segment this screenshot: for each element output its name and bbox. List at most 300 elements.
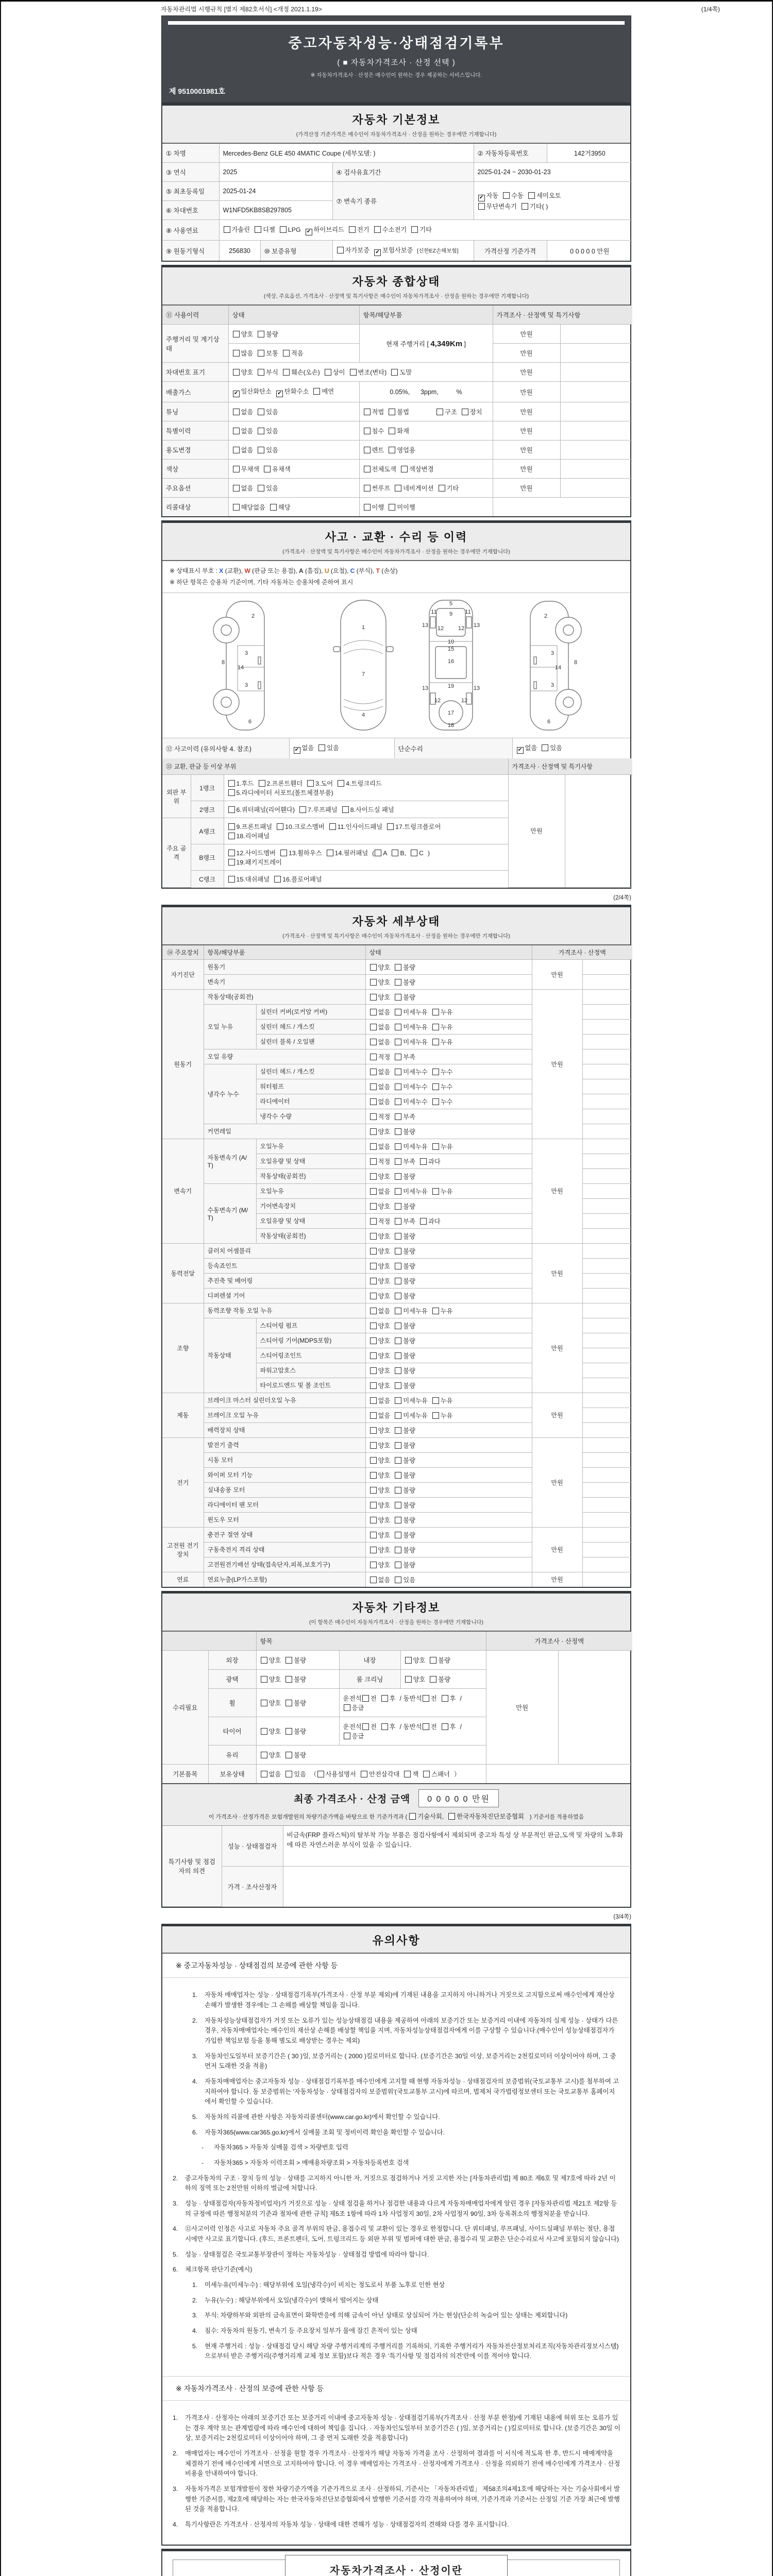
checkbox-option[interactable]	[388, 426, 409, 435]
checkbox-icon[interactable]: ✔	[294, 747, 300, 754]
checkbox-icon[interactable]	[389, 447, 395, 453]
checkbox-icon[interactable]	[395, 1323, 401, 1329]
checkbox-icon[interactable]	[342, 806, 349, 813]
checkbox-icon[interactable]	[370, 1054, 377, 1060]
checkbox-icon[interactable]	[395, 1532, 401, 1538]
checkbox-option[interactable]	[438, 483, 459, 493]
checkbox-option[interactable]	[263, 464, 291, 473]
checkbox-option[interactable]	[394, 1575, 415, 1584]
checkbox-option[interactable]	[394, 1470, 415, 1480]
checkbox-option[interactable]	[285, 1674, 306, 1684]
checkbox-icon[interactable]	[432, 1412, 439, 1419]
checkbox-option[interactable]	[232, 386, 272, 397]
checkbox-option[interactable]	[223, 225, 250, 234]
checkbox-option[interactable]	[432, 1396, 453, 1405]
checkbox-option[interactable]	[394, 1216, 415, 1226]
checkbox-option[interactable]	[228, 857, 282, 867]
checkbox-icon[interactable]	[395, 1382, 401, 1389]
checkbox-icon[interactable]	[448, 1813, 455, 1820]
checkbox-icon[interactable]	[370, 1517, 377, 1523]
checkbox-icon[interactable]	[395, 1547, 401, 1553]
checkbox-icon[interactable]	[338, 780, 344, 787]
checkbox-icon[interactable]	[258, 428, 264, 434]
checkbox-icon[interactable]	[395, 1098, 401, 1105]
checkbox-option[interactable]	[257, 445, 278, 454]
checkbox-option[interactable]	[369, 1411, 391, 1420]
checkbox-icon[interactable]	[228, 833, 235, 839]
checkbox-icon[interactable]	[478, 203, 485, 210]
checkbox-icon[interactable]	[370, 1457, 377, 1464]
checkbox-icon[interactable]	[258, 447, 264, 453]
checkbox-option[interactable]	[293, 743, 314, 754]
checkbox-icon[interactable]	[329, 823, 336, 830]
checkbox-icon[interactable]	[432, 1188, 439, 1195]
checkbox-option[interactable]	[374, 850, 387, 857]
checkbox-icon[interactable]	[370, 1263, 377, 1269]
checkbox-option[interactable]	[232, 464, 260, 473]
checkbox-icon[interactable]	[432, 1039, 439, 1045]
checkbox-option[interactable]	[394, 1366, 415, 1375]
checkbox-option[interactable]	[324, 367, 345, 377]
checkbox-icon[interactable]	[411, 226, 418, 233]
checkbox-icon[interactable]	[370, 1173, 377, 1180]
checkbox-option[interactable]	[374, 245, 413, 256]
checkbox-option[interactable]	[388, 445, 415, 454]
checkbox-option[interactable]	[394, 1127, 415, 1136]
checkbox-option[interactable]	[394, 1022, 428, 1031]
checkbox-icon[interactable]	[233, 466, 240, 472]
checkbox-icon[interactable]	[370, 1039, 377, 1045]
checkbox-icon[interactable]	[375, 850, 381, 856]
checkbox-icon[interactable]	[261, 1728, 267, 1735]
checkbox-icon[interactable]	[285, 1657, 292, 1664]
checkbox-icon[interactable]	[374, 226, 381, 233]
checkbox-icon[interactable]	[233, 331, 240, 337]
checkbox-icon[interactable]	[430, 1676, 436, 1683]
checkbox-option[interactable]	[369, 1396, 391, 1405]
checkbox-icon[interactable]: ✔	[517, 747, 524, 754]
checkbox-icon[interactable]	[285, 1771, 292, 1777]
checkbox-option[interactable]	[410, 850, 424, 857]
checkbox-option[interactable]	[299, 805, 338, 814]
checkbox-icon[interactable]	[395, 1337, 401, 1344]
checkbox-option[interactable]	[528, 191, 561, 200]
checkbox-option[interactable]	[369, 1485, 391, 1495]
checkbox-icon[interactable]	[285, 1752, 292, 1758]
checkbox-icon[interactable]	[283, 369, 290, 376]
checkbox-icon[interactable]	[337, 247, 344, 253]
checkbox-icon[interactable]	[395, 1308, 401, 1314]
checkbox-icon[interactable]	[395, 1457, 401, 1464]
checkbox-option[interactable]	[394, 1037, 428, 1046]
checkbox-option[interactable]	[502, 191, 524, 200]
checkbox-option[interactable]	[228, 874, 270, 884]
checkbox-icon[interactable]	[370, 1397, 377, 1404]
checkbox-icon[interactable]	[395, 1278, 401, 1284]
checkbox-option[interactable]	[541, 743, 562, 752]
checkbox-icon[interactable]	[395, 1442, 401, 1449]
checkbox-option[interactable]	[282, 348, 304, 358]
checkbox-icon[interactable]: ✔	[233, 391, 240, 397]
checkbox-icon[interactable]	[542, 744, 548, 751]
checkbox-option[interactable]	[318, 743, 339, 752]
checkbox-icon[interactable]	[370, 1472, 377, 1479]
checkbox-option[interactable]	[369, 1201, 391, 1211]
checkbox-option[interactable]	[260, 1674, 281, 1684]
checkbox-option[interactable]	[381, 1693, 396, 1703]
checkbox-icon[interactable]	[381, 1723, 388, 1730]
checkbox-option[interactable]	[422, 1693, 437, 1703]
checkbox-icon[interactable]	[261, 1676, 267, 1683]
checkbox-option[interactable]	[369, 1545, 391, 1554]
checkbox-icon[interactable]	[522, 203, 528, 210]
checkbox-option[interactable]	[394, 1231, 415, 1241]
checkbox-icon[interactable]	[364, 428, 371, 434]
checkbox-icon[interactable]	[370, 1218, 377, 1225]
checkbox-icon[interactable]	[370, 1024, 377, 1030]
checkbox-option[interactable]	[260, 1769, 281, 1778]
checkbox-icon[interactable]	[362, 1695, 369, 1702]
checkbox-icon[interactable]	[401, 466, 408, 472]
checkbox-icon[interactable]	[228, 806, 235, 813]
checkbox-icon[interactable]	[233, 447, 240, 453]
checkbox-icon[interactable]	[258, 485, 264, 492]
checkbox-option[interactable]	[270, 502, 291, 512]
checkbox-option[interactable]	[260, 1655, 281, 1665]
checkbox-icon[interactable]	[370, 1293, 377, 1299]
checkbox-option[interactable]	[313, 386, 334, 396]
checkbox-option[interactable]	[363, 502, 384, 512]
checkbox-option[interactable]	[260, 1698, 281, 1707]
checkbox-icon[interactable]	[389, 504, 395, 511]
checkbox-option[interactable]	[369, 1321, 391, 1330]
checkbox-option[interactable]	[329, 822, 382, 831]
checkbox-option[interactable]	[394, 1530, 415, 1539]
checkbox-icon[interactable]	[228, 859, 235, 866]
checkbox-icon[interactable]	[395, 994, 401, 1001]
checkbox-option[interactable]	[394, 1291, 415, 1300]
checkbox-icon[interactable]	[420, 1218, 427, 1225]
checkbox-icon[interactable]	[228, 876, 235, 883]
checkbox-option[interactable]	[404, 1769, 418, 1778]
checkbox-icon[interactable]	[361, 1771, 367, 1777]
checkbox-option[interactable]	[394, 1381, 415, 1390]
checkbox-option[interactable]	[369, 1500, 391, 1510]
checkbox-option[interactable]	[394, 1560, 415, 1569]
checkbox-icon[interactable]	[370, 1337, 377, 1344]
checkbox-icon[interactable]	[233, 504, 240, 511]
checkbox-icon[interactable]	[277, 823, 283, 830]
checkbox-option[interactable]	[409, 1811, 444, 1821]
checkbox-icon[interactable]	[283, 350, 290, 357]
checkbox-icon[interactable]	[370, 1069, 377, 1075]
checkbox-icon[interactable]	[370, 1278, 377, 1284]
checkbox-icon[interactable]	[233, 428, 240, 434]
checkbox-option[interactable]	[232, 502, 266, 512]
checkbox-option[interactable]	[441, 1693, 456, 1703]
checkbox-icon[interactable]	[395, 1412, 401, 1419]
checkbox-option[interactable]	[257, 483, 278, 493]
checkbox-option[interactable]	[326, 848, 368, 857]
checkbox-option[interactable]	[516, 743, 537, 754]
checkbox-icon[interactable]	[395, 1054, 401, 1060]
checkbox-option[interactable]	[228, 822, 273, 831]
checkbox-icon[interactable]	[392, 850, 398, 856]
checkbox-icon[interactable]	[395, 1203, 401, 1210]
checkbox-option[interactable]	[391, 850, 406, 857]
checkbox-option[interactable]	[394, 1097, 428, 1106]
checkbox-option[interactable]	[388, 502, 415, 512]
checkbox-option[interactable]	[432, 1411, 453, 1420]
checkbox-icon[interactable]	[299, 806, 306, 813]
checkbox-icon[interactable]	[432, 1009, 439, 1015]
checkbox-option[interactable]	[394, 1246, 415, 1256]
checkbox-option[interactable]	[394, 962, 415, 972]
checkbox-option[interactable]	[258, 778, 303, 788]
checkbox-option[interactable]	[394, 1201, 415, 1211]
checkbox-option[interactable]	[274, 874, 322, 884]
checkbox-icon[interactable]	[370, 1188, 377, 1195]
checkbox-icon[interactable]	[370, 1128, 377, 1135]
checkbox-icon[interactable]	[370, 1233, 377, 1240]
checkbox-option[interactable]	[432, 1007, 453, 1016]
checkbox-option[interactable]	[369, 1440, 391, 1450]
checkbox-icon[interactable]	[362, 1723, 369, 1730]
checkbox-icon[interactable]	[364, 485, 371, 492]
checkbox-icon[interactable]	[395, 1248, 401, 1255]
checkbox-icon[interactable]	[370, 1158, 377, 1165]
checkbox-option[interactable]	[394, 1007, 428, 1016]
checkbox-option[interactable]	[369, 1276, 391, 1285]
checkbox-icon[interactable]	[432, 1083, 439, 1090]
checkbox-option[interactable]	[394, 1157, 415, 1166]
checkbox-icon[interactable]	[432, 1098, 439, 1105]
checkbox-icon[interactable]	[370, 1203, 377, 1210]
checkbox-option[interactable]	[232, 445, 254, 454]
checkbox-option[interactable]	[461, 407, 482, 416]
checkbox-option[interactable]	[369, 1455, 391, 1465]
checkbox-icon[interactable]	[420, 1158, 427, 1165]
checkbox-icon[interactable]	[370, 1009, 377, 1015]
checkbox-icon[interactable]	[395, 1293, 401, 1299]
checkbox-option[interactable]	[394, 1351, 415, 1360]
checkbox-icon[interactable]	[395, 1218, 401, 1225]
checkbox-icon[interactable]	[395, 1472, 401, 1479]
checkbox-icon[interactable]	[274, 876, 281, 883]
checkbox-option[interactable]	[363, 464, 397, 473]
checkbox-icon[interactable]	[395, 1173, 401, 1180]
checkbox-option[interactable]	[369, 1097, 391, 1106]
checkbox-option[interactable]	[381, 1722, 396, 1731]
checkbox-option[interactable]	[369, 1426, 391, 1435]
checkbox-icon[interactable]	[258, 350, 264, 357]
checkbox-option[interactable]	[260, 1726, 281, 1736]
checkbox-icon[interactable]	[228, 850, 235, 856]
checkbox-icon[interactable]	[350, 369, 357, 376]
checkbox-icon[interactable]	[395, 1024, 401, 1030]
checkbox-option[interactable]	[232, 407, 254, 416]
checkbox-option[interactable]	[394, 1067, 428, 1076]
checkbox-icon[interactable]	[395, 1562, 401, 1568]
checkbox-option[interactable]	[343, 1731, 364, 1740]
checkbox-option[interactable]	[363, 407, 384, 416]
checkbox-icon[interactable]	[285, 1676, 292, 1683]
checkbox-option[interactable]	[394, 1321, 415, 1330]
checkbox-icon[interactable]	[370, 1113, 377, 1120]
checkbox-icon[interactable]	[395, 485, 401, 492]
checkbox-option[interactable]	[232, 483, 254, 493]
checkbox-icon[interactable]	[261, 1700, 267, 1706]
checkbox-option[interactable]	[432, 1067, 453, 1076]
checkbox-option[interactable]	[369, 1291, 391, 1300]
checkbox-icon[interactable]	[395, 1039, 401, 1045]
checkbox-option[interactable]	[432, 1022, 453, 1031]
checkbox-icon[interactable]	[285, 1700, 292, 1706]
checkbox-icon[interactable]	[370, 1083, 377, 1090]
checkbox-option[interactable]	[394, 1052, 415, 1061]
checkbox-option[interactable]	[386, 822, 441, 831]
checkbox-option[interactable]	[400, 464, 434, 473]
checkbox-icon[interactable]	[430, 1657, 436, 1664]
checkbox-icon[interactable]	[370, 1352, 377, 1359]
checkbox-icon[interactable]	[432, 1024, 439, 1030]
checkbox-option[interactable]	[282, 367, 320, 377]
checkbox-icon[interactable]	[395, 1188, 401, 1195]
checkbox-option[interactable]	[280, 848, 322, 857]
checkbox-icon[interactable]: ✔	[478, 195, 485, 201]
checkbox-option[interactable]	[394, 1172, 415, 1181]
checkbox-icon[interactable]	[442, 1723, 448, 1730]
checkbox-option[interactable]	[394, 992, 415, 1002]
checkbox-option[interactable]	[369, 1082, 391, 1091]
checkbox-option[interactable]	[369, 1187, 391, 1196]
checkbox-option[interactable]	[257, 367, 278, 377]
checkbox-option[interactable]	[388, 407, 409, 416]
checkbox-option[interactable]	[432, 1306, 453, 1315]
checkbox-option[interactable]	[228, 848, 276, 857]
checkbox-icon[interactable]	[395, 1577, 401, 1583]
checkbox-icon[interactable]	[432, 1397, 439, 1404]
checkbox-option[interactable]	[394, 1082, 428, 1091]
checkbox-option[interactable]	[363, 426, 384, 435]
checkbox-icon[interactable]: ✔	[374, 249, 381, 256]
checkbox-option[interactable]	[279, 226, 301, 233]
checkbox-icon[interactable]	[395, 1143, 401, 1150]
checkbox-icon[interactable]	[228, 823, 235, 830]
checkbox-option[interactable]	[369, 1381, 391, 1390]
checkbox-option[interactable]	[260, 1750, 281, 1759]
checkbox-option[interactable]	[436, 407, 457, 416]
checkbox-option[interactable]	[343, 1703, 364, 1712]
checkbox-icon[interactable]	[423, 1695, 429, 1702]
checkbox-icon[interactable]	[395, 1352, 401, 1359]
checkbox-option[interactable]	[419, 1157, 441, 1166]
checkbox-option[interactable]	[374, 225, 407, 234]
checkbox-icon[interactable]	[395, 1517, 401, 1523]
checkbox-option[interactable]	[276, 386, 309, 397]
checkbox-option[interactable]	[521, 201, 548, 211]
checkbox-icon[interactable]: ✔	[276, 391, 283, 397]
checkbox-option[interactable]	[369, 1470, 391, 1480]
checkbox-icon[interactable]	[318, 744, 325, 751]
checkbox-icon[interactable]	[395, 1263, 401, 1269]
checkbox-option[interactable]	[363, 445, 384, 454]
checkbox-icon[interactable]	[228, 789, 235, 796]
checkbox-icon[interactable]	[258, 331, 264, 337]
checkbox-icon[interactable]	[270, 504, 277, 511]
checkbox-option[interactable]	[394, 1411, 428, 1420]
checkbox-option[interactable]	[394, 1426, 415, 1435]
checkbox-icon[interactable]	[261, 1657, 267, 1664]
checkbox-icon[interactable]	[233, 409, 240, 415]
checkbox-option[interactable]	[419, 1216, 441, 1226]
checkbox-icon[interactable]	[503, 192, 510, 199]
checkbox-icon[interactable]	[370, 994, 377, 1001]
checkbox-option[interactable]	[317, 1769, 356, 1778]
checkbox-option[interactable]	[232, 329, 254, 338]
checkbox-option[interactable]	[369, 1530, 391, 1539]
checkbox-option[interactable]	[228, 778, 254, 788]
checkbox-icon[interactable]	[395, 1069, 401, 1075]
checkbox-icon[interactable]	[395, 979, 401, 986]
checkbox-option[interactable]	[337, 245, 370, 255]
checkbox-option[interactable]	[369, 1231, 391, 1241]
checkbox-option[interactable]	[394, 1485, 415, 1495]
checkbox-icon[interactable]	[395, 1502, 401, 1509]
checkbox-option[interactable]	[362, 1693, 377, 1703]
checkbox-option[interactable]	[394, 1440, 415, 1450]
checkbox-icon[interactable]	[395, 1113, 401, 1120]
checkbox-icon[interactable]	[370, 1382, 377, 1389]
checkbox-option[interactable]	[422, 1722, 437, 1731]
checkbox-icon[interactable]: ✔	[306, 229, 312, 235]
checkbox-icon[interactable]	[344, 1704, 350, 1711]
checkbox-icon[interactable]	[370, 1532, 377, 1538]
checkbox-icon[interactable]	[409, 1813, 416, 1820]
checkbox-icon[interactable]	[395, 1083, 401, 1090]
checkbox-option[interactable]	[307, 778, 333, 788]
checkbox-option[interactable]	[369, 977, 391, 987]
checkbox-option[interactable]	[369, 1351, 391, 1360]
checkbox-option[interactable]	[369, 1007, 391, 1016]
checkbox-icon[interactable]	[395, 1397, 401, 1404]
checkbox-icon[interactable]	[395, 1009, 401, 1015]
checkbox-icon[interactable]	[325, 369, 331, 376]
checkbox-option[interactable]	[429, 1674, 450, 1684]
checkbox-icon[interactable]	[432, 1143, 439, 1150]
checkbox-option[interactable]	[257, 407, 278, 416]
checkbox-icon[interactable]	[370, 1367, 377, 1374]
checkbox-option[interactable]	[285, 1655, 306, 1665]
checkbox-option[interactable]	[394, 1112, 415, 1121]
checkbox-option[interactable]	[369, 1306, 391, 1315]
checkbox-icon[interactable]	[395, 1233, 401, 1240]
checkbox-icon[interactable]	[313, 388, 320, 395]
checkbox-option[interactable]	[348, 225, 369, 234]
checkbox-icon[interactable]	[280, 850, 287, 856]
checkbox-option[interactable]	[369, 1575, 391, 1584]
checkbox-icon[interactable]	[307, 780, 314, 787]
checkbox-option[interactable]	[369, 1560, 391, 1569]
checkbox-option[interactable]	[394, 1515, 415, 1524]
checkbox-option[interactable]	[369, 1067, 391, 1076]
checkbox-icon[interactable]	[261, 1752, 267, 1758]
checkbox-icon[interactable]	[423, 1771, 430, 1777]
checkbox-option[interactable]	[432, 1097, 453, 1106]
checkbox-option[interactable]	[369, 992, 391, 1002]
checkbox-icon[interactable]	[439, 485, 445, 492]
checkbox-icon[interactable]	[255, 226, 261, 233]
